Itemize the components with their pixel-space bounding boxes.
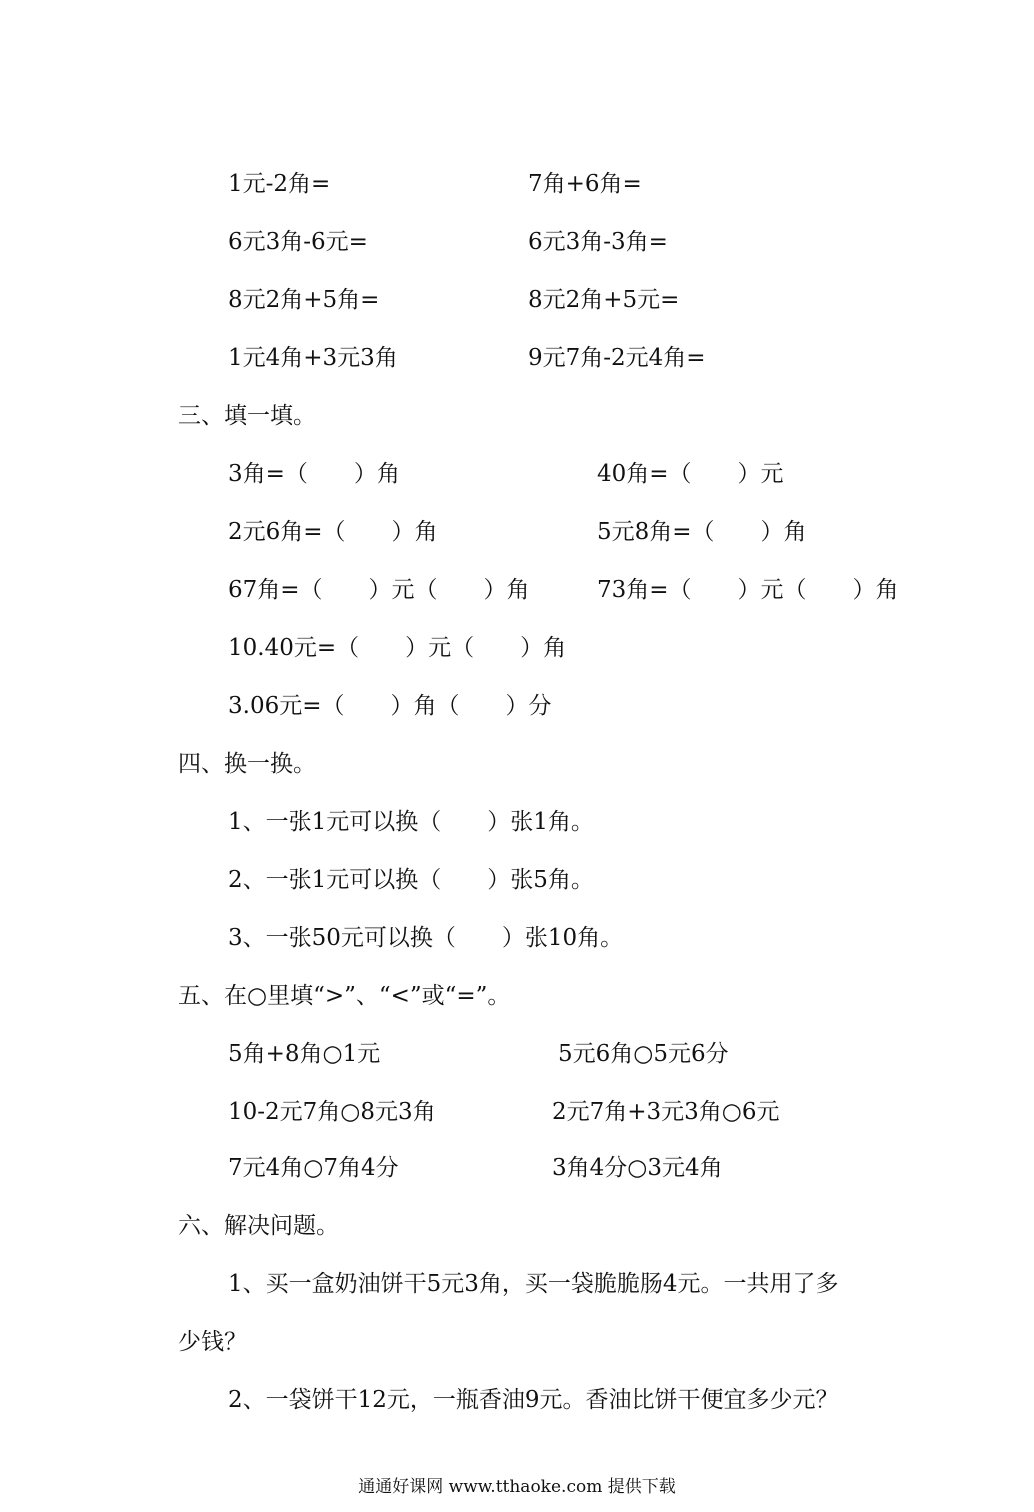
calc-3-right: 8元2角+5元= <box>528 287 680 313</box>
compare-1-left: 5角+8角○1元 <box>228 1041 381 1067</box>
compare-3-left: 7元4角○7角4分 <box>228 1155 399 1181</box>
compare-3-right: 3角4分○3元4角 <box>552 1155 723 1181</box>
calc-2-left: 6元3角-6元= <box>228 229 368 255</box>
calc-3-left: 8元2角+5角= <box>228 287 380 313</box>
problem-2: 2、一袋饼干12元，一瓶香油9元。香油比饼干便宜多少元？ <box>228 1387 839 1413</box>
exchange-3: 3、一张50元可以换（ ）张10角。 <box>228 925 624 951</box>
section-5-title: 五、在○里填“>”、“<”或“=”。 <box>178 983 511 1009</box>
section-4-title: 四、换一换。 <box>178 751 316 777</box>
footer-credit: 通通好课网 www.tthaoke.com 提供下载 <box>358 1477 676 1497</box>
calc-1-right: 7角+6角= <box>528 171 642 197</box>
calc-1-left: 1元-2角= <box>228 171 331 197</box>
exchange-2: 2、一张1元可以换（ ）张5角。 <box>228 867 594 893</box>
fill-2-right: 5元8角=（ ）角 <box>597 519 807 545</box>
fill-1-left: 3角=（ ）角 <box>228 461 400 487</box>
calc-4-right: 9元7角-2元4角= <box>528 345 706 371</box>
compare-2-right: 2元7角+3元3角○6元 <box>552 1099 780 1125</box>
section-3-title: 三、填一填。 <box>178 403 316 429</box>
section-6-title: 六、解决问题。 <box>178 1213 339 1239</box>
compare-1-right: 5元6角○5元6分 <box>558 1041 729 1067</box>
exchange-1: 1、一张1元可以换（ ）张1角。 <box>228 809 594 835</box>
compare-2-left: 10-2元7角○8元3角 <box>228 1099 436 1125</box>
calc-2-right: 6元3角-3角= <box>528 229 668 255</box>
fill-3-left: 67角=（ ）元（ ）角 <box>228 577 530 603</box>
calc-4-left: 1元4角+3元3角 <box>228 345 398 371</box>
problem-1-line-2: 少钱？ <box>178 1329 247 1355</box>
fill-5: 3.06元=（ ）角（ ）分 <box>228 693 552 719</box>
fill-4: 10.40元=（ ）元（ ）角 <box>228 635 567 661</box>
fill-3-right: 73角=（ ）元（ ）角 <box>597 577 899 603</box>
problem-1-line-1: 1、买一盒奶油饼干5元3角，买一袋脆脆肠4元。一共用了多 <box>228 1271 839 1297</box>
fill-2-left: 2元6角=（ ）角 <box>228 519 438 545</box>
fill-1-right: 40角=（ ）元 <box>597 461 784 487</box>
